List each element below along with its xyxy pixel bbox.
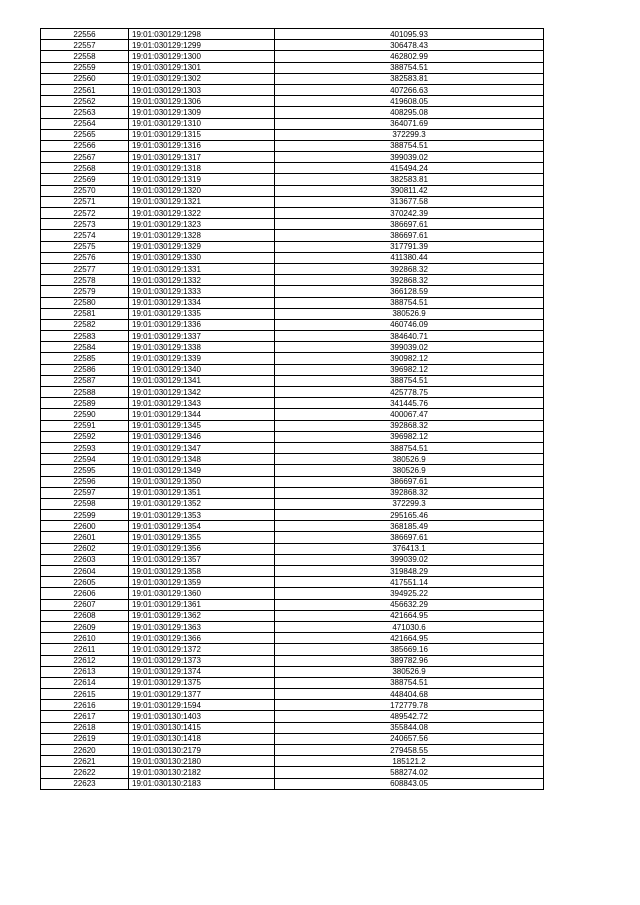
- value-cell: 411380.44: [275, 252, 544, 263]
- row-number-cell: 22614: [41, 677, 129, 688]
- row-number-cell: 22612: [41, 655, 129, 666]
- value-cell: 380526.9: [275, 308, 544, 319]
- table-row: [41, 554, 544, 565]
- value-cell: 372299.3: [275, 129, 544, 140]
- cadastral-number-cell: 19:01:030129:1360: [129, 588, 275, 599]
- value-cell: 380526.9: [275, 465, 544, 476]
- cadastral-number-cell: 19:01:030129:1310: [129, 118, 275, 129]
- cadastral-number-cell: 19:01:030129:1362: [129, 610, 275, 621]
- value-cell: 608843.05: [275, 778, 544, 789]
- row-number-cell: 22569: [41, 174, 129, 185]
- value-cell: 460746.09: [275, 319, 544, 330]
- cadastral-number-cell: 19:01:030129:1347: [129, 442, 275, 453]
- table-row: [41, 733, 544, 744]
- cadastral-number-cell: 19:01:030130:2179: [129, 745, 275, 756]
- table-row: [41, 331, 544, 342]
- row-number-cell: 22558: [41, 51, 129, 62]
- table-row: [41, 510, 544, 521]
- row-number-cell: 22576: [41, 252, 129, 263]
- value-cell: 382583.81: [275, 73, 544, 84]
- table-row: [41, 230, 544, 241]
- cadastral-number-cell: 19:01:030129:1323: [129, 219, 275, 230]
- cadastral-number-cell: 19:01:030129:1322: [129, 208, 275, 219]
- row-number-cell: 22605: [41, 577, 129, 588]
- cadastral-number-cell: 19:01:030129:1337: [129, 331, 275, 342]
- row-number-cell: 22572: [41, 208, 129, 219]
- value-cell: 392868.32: [275, 487, 544, 498]
- table-row: [41, 342, 544, 353]
- table-row: [41, 409, 544, 420]
- table-row: [41, 644, 544, 655]
- cadastral-number-cell: 19:01:030129:1352: [129, 498, 275, 509]
- cadastral-number-cell: 19:01:030129:1359: [129, 577, 275, 588]
- cadastral-number-cell: 19:01:030129:1358: [129, 566, 275, 577]
- value-cell: 319848.29: [275, 566, 544, 577]
- row-number-cell: 22591: [41, 420, 129, 431]
- value-cell: 390982.12: [275, 353, 544, 364]
- row-number-cell: 22617: [41, 711, 129, 722]
- value-cell: 399039.02: [275, 152, 544, 163]
- table-row: [41, 29, 544, 40]
- table-row: [41, 219, 544, 230]
- row-number-cell: 22593: [41, 442, 129, 453]
- table-row: [41, 308, 544, 319]
- value-cell: 372299.3: [275, 498, 544, 509]
- row-number-cell: 22562: [41, 96, 129, 107]
- cadastral-number-cell: 19:01:030129:1342: [129, 387, 275, 398]
- table-row: [41, 599, 544, 610]
- table-row: [41, 62, 544, 73]
- table-row: [41, 689, 544, 700]
- row-number-cell: 22598: [41, 498, 129, 509]
- cadastral-number-cell: 19:01:030130:2183: [129, 778, 275, 789]
- cadastral-number-cell: 19:01:030129:1356: [129, 543, 275, 554]
- row-number-cell: 22622: [41, 767, 129, 778]
- value-cell: 399039.02: [275, 554, 544, 565]
- value-cell: 386697.61: [275, 230, 544, 241]
- row-number-cell: 22621: [41, 756, 129, 767]
- table-row: [41, 666, 544, 677]
- cadastral-number-cell: 19:01:030129:1332: [129, 275, 275, 286]
- row-number-cell: 22585: [41, 353, 129, 364]
- row-number-cell: 22619: [41, 733, 129, 744]
- value-cell: 380526.9: [275, 454, 544, 465]
- cadastral-number-cell: 19:01:030129:1315: [129, 129, 275, 140]
- row-number-cell: 22597: [41, 487, 129, 498]
- table-row: [41, 476, 544, 487]
- table-row: [41, 677, 544, 688]
- value-cell: 388754.51: [275, 297, 544, 308]
- cadastral-number-cell: 19:01:030129:1303: [129, 84, 275, 95]
- value-cell: 421664.95: [275, 633, 544, 644]
- cadastral-number-cell: 19:01:030129:1357: [129, 554, 275, 565]
- table-row: [41, 700, 544, 711]
- row-number-cell: 22567: [41, 152, 129, 163]
- row-number-cell: 22586: [41, 364, 129, 375]
- row-number-cell: 22596: [41, 476, 129, 487]
- cadastral-value-table: [40, 28, 544, 790]
- cadastral-number-cell: 19:01:030129:1338: [129, 342, 275, 353]
- value-cell: 386697.61: [275, 476, 544, 487]
- value-cell: 471030.6: [275, 621, 544, 632]
- row-number-cell: 22579: [41, 286, 129, 297]
- value-cell: 380526.9: [275, 666, 544, 677]
- row-number-cell: 22616: [41, 700, 129, 711]
- row-number-cell: 22607: [41, 599, 129, 610]
- cadastral-number-cell: 19:01:030129:1302: [129, 73, 275, 84]
- table-row: [41, 577, 544, 588]
- row-number-cell: 22600: [41, 521, 129, 532]
- table-row: [41, 163, 544, 174]
- value-cell: 386697.61: [275, 532, 544, 543]
- value-cell: 382583.81: [275, 174, 544, 185]
- row-number-cell: 22573: [41, 219, 129, 230]
- row-number-cell: 22599: [41, 510, 129, 521]
- cadastral-number-cell: 19:01:030129:1343: [129, 398, 275, 409]
- cadastral-number-cell: 19:01:030129:1349: [129, 465, 275, 476]
- table-row: [41, 465, 544, 476]
- cadastral-number-cell: 19:01:030129:1328: [129, 230, 275, 241]
- cadastral-number-cell: 19:01:030129:1300: [129, 51, 275, 62]
- value-cell: 385669.16: [275, 644, 544, 655]
- value-cell: 489542.72: [275, 711, 544, 722]
- cadastral-number-cell: 19:01:030129:1594: [129, 700, 275, 711]
- table-row: [41, 174, 544, 185]
- row-number-cell: 22611: [41, 644, 129, 655]
- row-number-cell: 22563: [41, 107, 129, 118]
- table-row: [41, 129, 544, 140]
- row-number-cell: 22574: [41, 230, 129, 241]
- table-row: [41, 387, 544, 398]
- value-cell: 313677.58: [275, 196, 544, 207]
- cadastral-number-cell: 19:01:030129:1354: [129, 521, 275, 532]
- row-number-cell: 22595: [41, 465, 129, 476]
- value-cell: 448404.68: [275, 689, 544, 700]
- value-cell: 366128.59: [275, 286, 544, 297]
- value-cell: 415494.24: [275, 163, 544, 174]
- row-number-cell: 22603: [41, 554, 129, 565]
- cadastral-number-cell: 19:01:030129:1331: [129, 263, 275, 274]
- table-row: [41, 241, 544, 252]
- cadastral-number-cell: 19:01:030129:1345: [129, 420, 275, 431]
- row-number-cell: 22582: [41, 319, 129, 330]
- row-number-cell: 22613: [41, 666, 129, 677]
- value-cell: 394925.22: [275, 588, 544, 599]
- value-cell: 390811.42: [275, 185, 544, 196]
- cadastral-number-cell: 19:01:030130:2182: [129, 767, 275, 778]
- value-cell: 421664.95: [275, 610, 544, 621]
- cadastral-number-cell: 19:01:030129:1330: [129, 252, 275, 263]
- cadastral-number-cell: 19:01:030129:1377: [129, 689, 275, 700]
- cadastral-number-cell: 19:01:030129:1318: [129, 163, 275, 174]
- value-cell: 392868.32: [275, 420, 544, 431]
- value-cell: 185121.2: [275, 756, 544, 767]
- table-row: [41, 566, 544, 577]
- cadastral-number-cell: 19:01:030129:1373: [129, 655, 275, 666]
- table-row: [41, 610, 544, 621]
- value-cell: 389782.96: [275, 655, 544, 666]
- row-number-cell: 22618: [41, 722, 129, 733]
- value-cell: 306478.43: [275, 40, 544, 51]
- table-row: [41, 196, 544, 207]
- cadastral-number-cell: 19:01:030130:1415: [129, 722, 275, 733]
- value-cell: 399039.02: [275, 342, 544, 353]
- cadastral-number-cell: 19:01:030129:1298: [129, 29, 275, 40]
- cadastral-number-cell: 19:01:030129:1366: [129, 633, 275, 644]
- table-row: [41, 655, 544, 666]
- row-number-cell: 22581: [41, 308, 129, 319]
- table-row: [41, 722, 544, 733]
- table-row: [41, 498, 544, 509]
- cadastral-number-cell: 19:01:030129:1340: [129, 364, 275, 375]
- row-number-cell: 22606: [41, 588, 129, 599]
- value-cell: 341445.76: [275, 398, 544, 409]
- table-row: [41, 263, 544, 274]
- table-row: [41, 319, 544, 330]
- value-cell: 396982.12: [275, 364, 544, 375]
- cadastral-number-cell: 19:01:030129:1372: [129, 644, 275, 655]
- row-number-cell: 22564: [41, 118, 129, 129]
- value-cell: 400067.47: [275, 409, 544, 420]
- value-cell: 456632.29: [275, 599, 544, 610]
- cadastral-number-cell: 19:01:030130:1403: [129, 711, 275, 722]
- value-cell: 388754.51: [275, 677, 544, 688]
- table-row: [41, 185, 544, 196]
- cadastral-number-cell: 19:01:030129:1319: [129, 174, 275, 185]
- row-number-cell: 22565: [41, 129, 129, 140]
- table-row: [41, 107, 544, 118]
- cadastral-number-cell: 19:01:030129:1346: [129, 431, 275, 442]
- table-row: [41, 588, 544, 599]
- row-number-cell: 22588: [41, 387, 129, 398]
- value-cell: 401095.93: [275, 29, 544, 40]
- table-row: [41, 152, 544, 163]
- row-number-cell: 22570: [41, 185, 129, 196]
- value-cell: 240657.56: [275, 733, 544, 744]
- table-row: [41, 375, 544, 386]
- value-cell: 317791.39: [275, 241, 544, 252]
- table-row: [41, 286, 544, 297]
- value-cell: 388754.51: [275, 62, 544, 73]
- value-cell: 392868.32: [275, 275, 544, 286]
- row-number-cell: 22577: [41, 263, 129, 274]
- row-number-cell: 22560: [41, 73, 129, 84]
- cadastral-number-cell: 19:01:030129:1320: [129, 185, 275, 196]
- value-cell: 368185.49: [275, 521, 544, 532]
- row-number-cell: 22584: [41, 342, 129, 353]
- row-number-cell: 22604: [41, 566, 129, 577]
- row-number-cell: 22623: [41, 778, 129, 789]
- value-cell: 172779.78: [275, 700, 544, 711]
- cadastral-number-cell: 19:01:030129:1309: [129, 107, 275, 118]
- row-number-cell: 22566: [41, 140, 129, 151]
- cadastral-number-cell: 19:01:030129:1374: [129, 666, 275, 677]
- value-cell: 386697.61: [275, 219, 544, 230]
- value-cell: 388754.51: [275, 140, 544, 151]
- row-number-cell: 22583: [41, 331, 129, 342]
- table-row: [41, 297, 544, 308]
- cadastral-number-cell: 19:01:030129:1375: [129, 677, 275, 688]
- table-row: [41, 778, 544, 789]
- table-row: [41, 532, 544, 543]
- table-row: [41, 487, 544, 498]
- table-row: [41, 252, 544, 263]
- row-number-cell: 22575: [41, 241, 129, 252]
- row-number-cell: 22568: [41, 163, 129, 174]
- table-row: [41, 140, 544, 151]
- row-number-cell: 22602: [41, 543, 129, 554]
- table-row: [41, 398, 544, 409]
- cadastral-number-cell: 19:01:030129:1355: [129, 532, 275, 543]
- row-number-cell: 22557: [41, 40, 129, 51]
- cadastral-number-cell: 19:01:030129:1334: [129, 297, 275, 308]
- row-number-cell: 22609: [41, 621, 129, 632]
- table-row: [41, 711, 544, 722]
- value-cell: 364071.69: [275, 118, 544, 129]
- row-number-cell: 22580: [41, 297, 129, 308]
- cadastral-number-cell: 19:01:030129:1301: [129, 62, 275, 73]
- value-cell: 408295.08: [275, 107, 544, 118]
- value-cell: 407266.63: [275, 84, 544, 95]
- value-cell: 419608.05: [275, 96, 544, 107]
- table-row: [41, 543, 544, 554]
- row-number-cell: 22594: [41, 454, 129, 465]
- table-row: [41, 454, 544, 465]
- value-cell: 417551.14: [275, 577, 544, 588]
- value-cell: 396982.12: [275, 431, 544, 442]
- cadastral-number-cell: 19:01:030129:1351: [129, 487, 275, 498]
- row-number-cell: 22590: [41, 409, 129, 420]
- cadastral-number-cell: 19:01:030129:1299: [129, 40, 275, 51]
- value-cell: 462802.99: [275, 51, 544, 62]
- table-row: [41, 621, 544, 632]
- row-number-cell: 22601: [41, 532, 129, 543]
- table-row: [41, 431, 544, 442]
- value-cell: 384640.71: [275, 331, 544, 342]
- cadastral-number-cell: 19:01:030129:1353: [129, 510, 275, 521]
- value-cell: 355844.08: [275, 722, 544, 733]
- cadastral-number-cell: 19:01:030129:1348: [129, 454, 275, 465]
- table-row: [41, 745, 544, 756]
- value-cell: 392868.32: [275, 263, 544, 274]
- table-row: [41, 756, 544, 767]
- value-cell: 279458.55: [275, 745, 544, 756]
- table-body: [41, 29, 544, 790]
- value-cell: 295165.46: [275, 510, 544, 521]
- cadastral-number-cell: 19:01:030129:1329: [129, 241, 275, 252]
- row-number-cell: 22587: [41, 375, 129, 386]
- table-row: [41, 208, 544, 219]
- row-number-cell: 22561: [41, 84, 129, 95]
- cadastral-number-cell: 19:01:030130:2180: [129, 756, 275, 767]
- cadastral-number-cell: 19:01:030130:1418: [129, 733, 275, 744]
- cadastral-number-cell: 19:01:030129:1341: [129, 375, 275, 386]
- row-number-cell: 22620: [41, 745, 129, 756]
- value-cell: 388754.51: [275, 375, 544, 386]
- table-row: [41, 275, 544, 286]
- value-cell: 388754.51: [275, 442, 544, 453]
- cadastral-number-cell: 19:01:030129:1333: [129, 286, 275, 297]
- table-row: [41, 84, 544, 95]
- table-row: [41, 51, 544, 62]
- row-number-cell: 22571: [41, 196, 129, 207]
- value-cell: 588274.02: [275, 767, 544, 778]
- table-row: [41, 353, 544, 364]
- row-number-cell: 22615: [41, 689, 129, 700]
- table-row: [41, 442, 544, 453]
- cadastral-number-cell: 19:01:030129:1344: [129, 409, 275, 420]
- cadastral-number-cell: 19:01:030129:1321: [129, 196, 275, 207]
- table-row: [41, 633, 544, 644]
- cadastral-number-cell: 19:01:030129:1317: [129, 152, 275, 163]
- table-row: [41, 40, 544, 51]
- value-cell: 425778.75: [275, 387, 544, 398]
- cadastral-number-cell: 19:01:030129:1363: [129, 621, 275, 632]
- row-number-cell: 22608: [41, 610, 129, 621]
- cadastral-number-cell: 19:01:030129:1316: [129, 140, 275, 151]
- value-cell: 370242.39: [275, 208, 544, 219]
- cadastral-number-cell: 19:01:030129:1335: [129, 308, 275, 319]
- row-number-cell: 22589: [41, 398, 129, 409]
- cadastral-number-cell: 19:01:030129:1306: [129, 96, 275, 107]
- cadastral-number-cell: 19:01:030129:1361: [129, 599, 275, 610]
- table-row: [41, 364, 544, 375]
- cadastral-number-cell: 19:01:030129:1339: [129, 353, 275, 364]
- row-number-cell: 22610: [41, 633, 129, 644]
- cadastral-number-cell: 19:01:030129:1336: [129, 319, 275, 330]
- row-number-cell: 22559: [41, 62, 129, 73]
- table-row: [41, 118, 544, 129]
- row-number-cell: 22578: [41, 275, 129, 286]
- table-row: [41, 521, 544, 532]
- row-number-cell: 22556: [41, 29, 129, 40]
- cadastral-number-cell: 19:01:030129:1350: [129, 476, 275, 487]
- table-row: [41, 420, 544, 431]
- table-row: [41, 96, 544, 107]
- table-row: [41, 73, 544, 84]
- value-cell: 376413.1: [275, 543, 544, 554]
- row-number-cell: 22592: [41, 431, 129, 442]
- table-row: [41, 767, 544, 778]
